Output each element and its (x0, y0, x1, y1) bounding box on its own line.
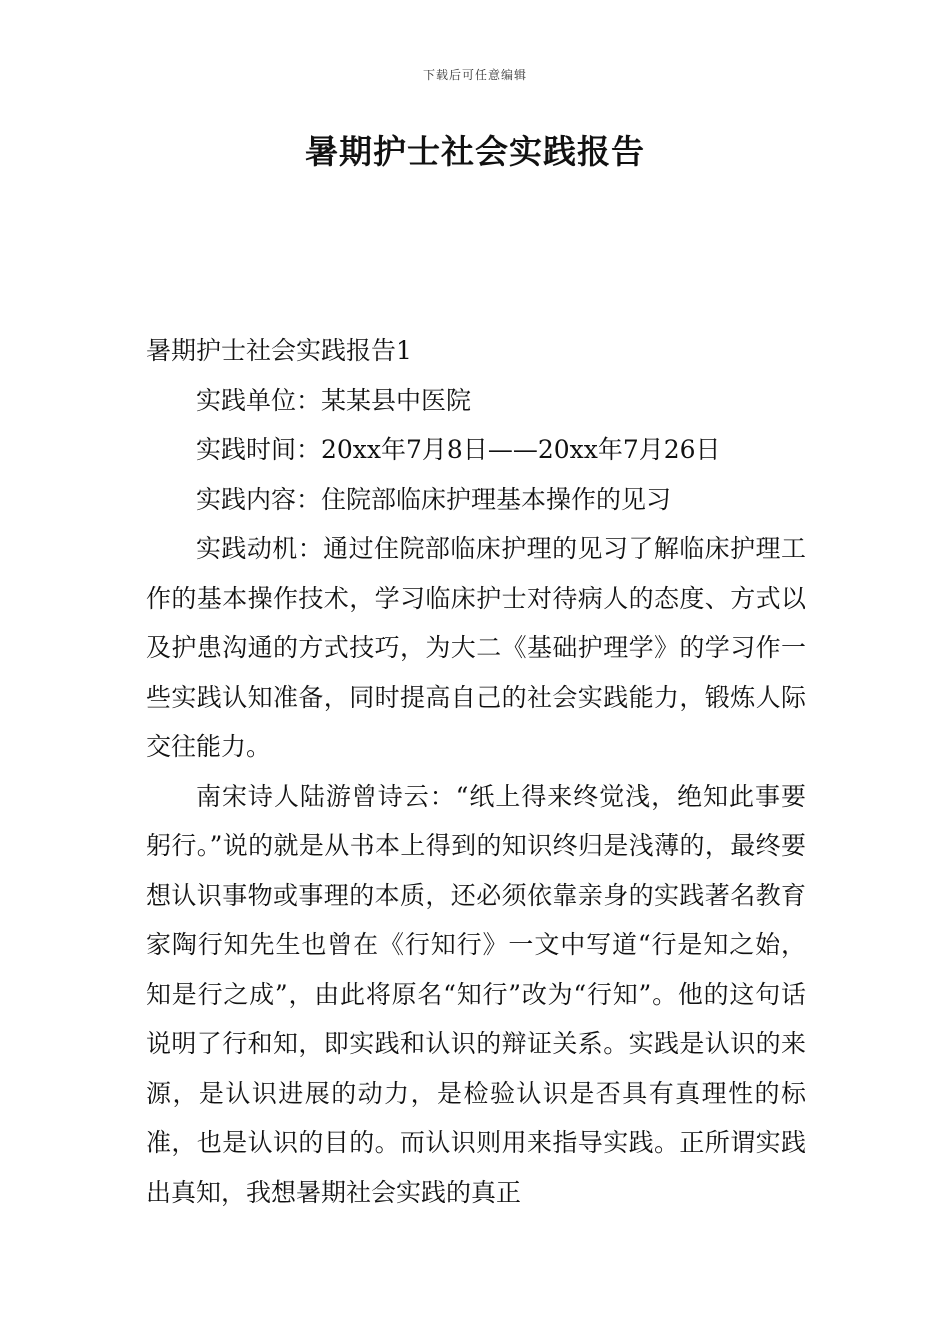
body-paragraph: 南宋诗人陆游曾诗云：“纸上得来终觉浅，绝知此事要躬行。”说的就是从书本上得到的知识终归是浅薄的，最终要想认识事物或事理的本质，还必须依靠亲身的实践著名教育家陶行知先生也曾在《行知行》一文中写道“行是知之始，知是行之成”，由此将原名“知行”改为“行知”。他的这句话说明了行和知，即实践和认识的辩证关系。实践是认识的来源，是认识进展的动力，是检验认识是否具有真理性的标准，也是认识的目的。而认识则用来指导实践。正所谓实践出真知，我想暑期社会实践的真正 (146, 781, 806, 1207)
practice-motive: 实践动机：通过住院部临床护理的见习了解临床护理工作的基本操作技术，学习临床护士对待病人的态度、方式以及护患沟通的方式技巧，为大二《基础护理学》的学习作一些实践认知准备，同时提高自己的社会实践能力，锻炼人际交往能力。 (146, 534, 806, 761)
practice-content: 实践内容：住院部临床护理基本操作的见习 (196, 484, 672, 514)
practice-time: 实践时间：20xx年7月8日——20xx年7月26日 (196, 435, 721, 464)
document-body (146, 326, 806, 1217)
header-note: 下载后可任意编辑 (422, 68, 527, 82)
section-heading: 暑期护士社会实践报告1 (146, 336, 412, 365)
practice-unit: 实践单位：某某县中医院 (196, 385, 472, 415)
document-title: 暑期护士社会实践报告 (305, 132, 645, 171)
